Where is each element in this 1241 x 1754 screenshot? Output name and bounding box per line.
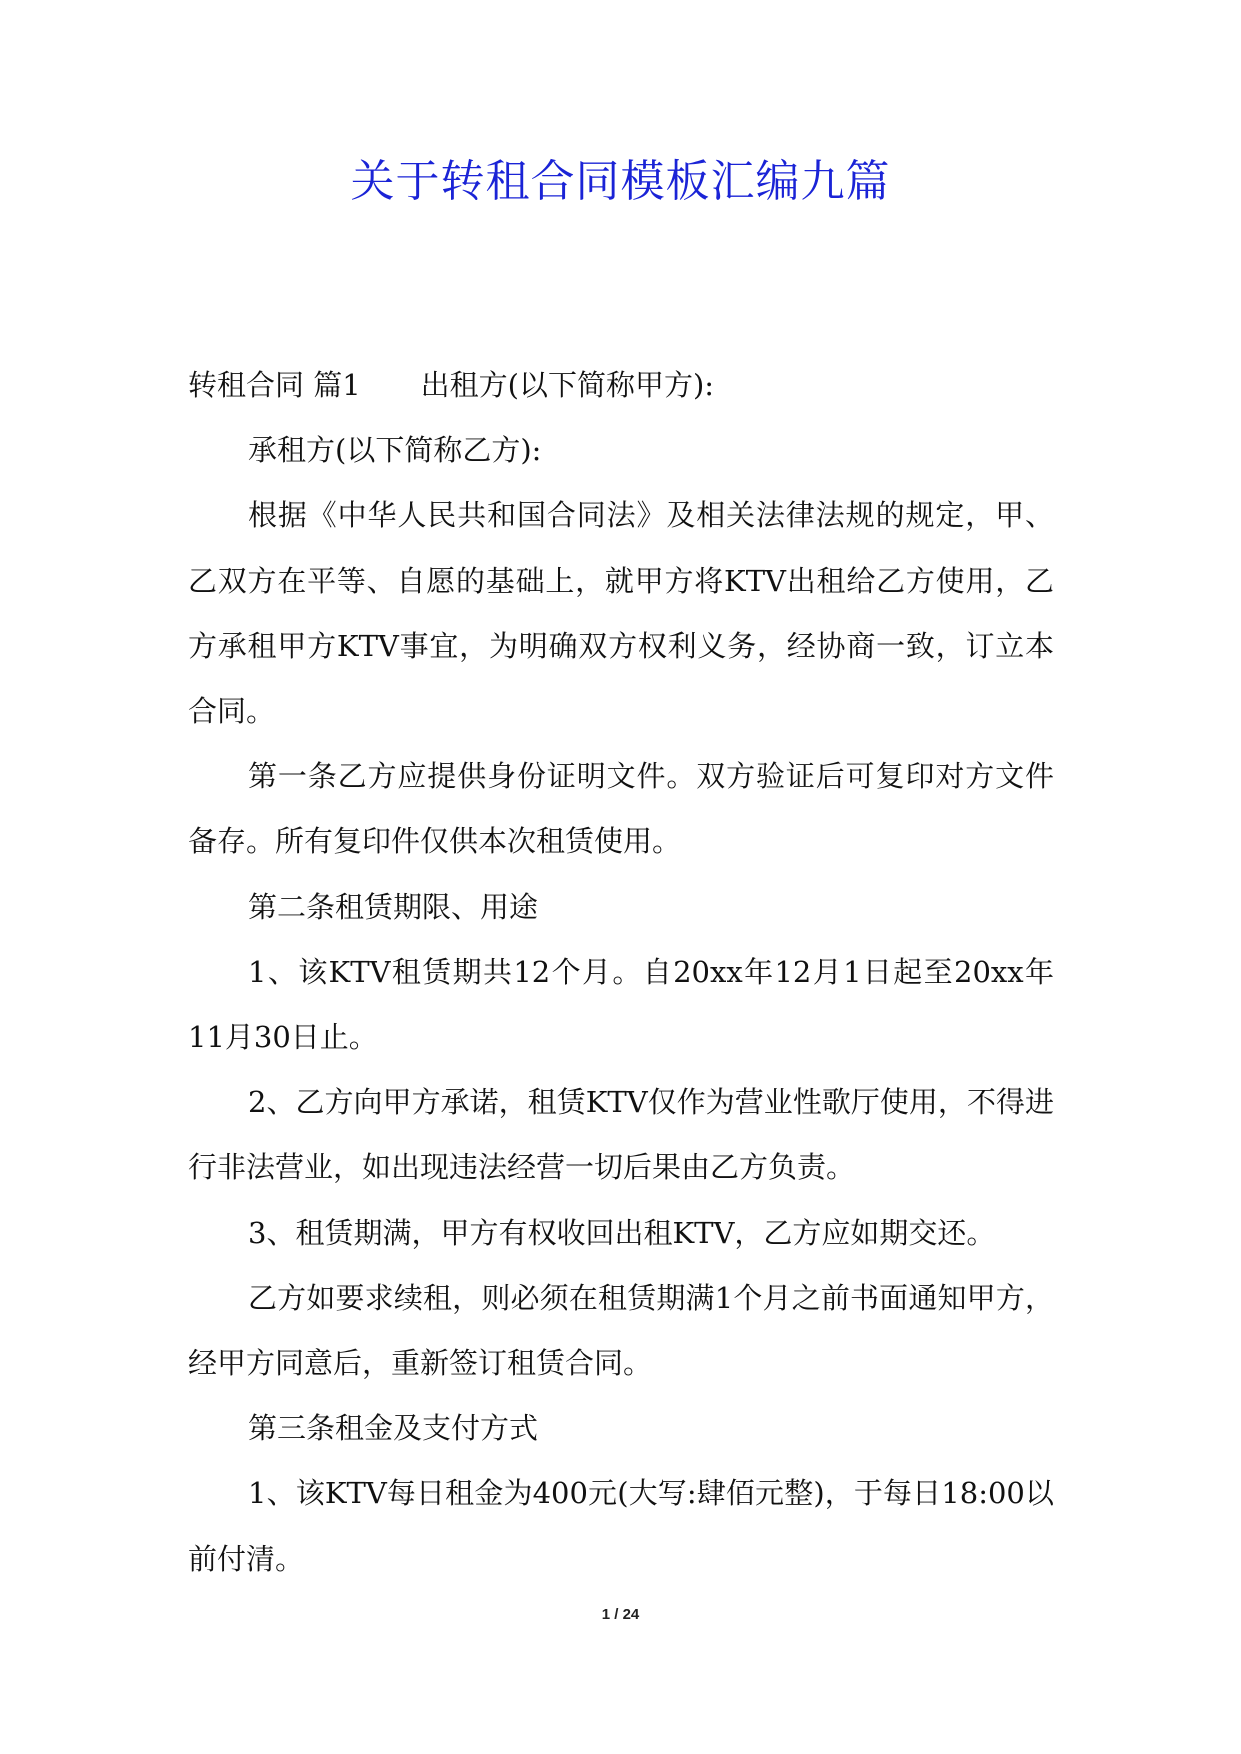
paragraph-article-2-item-3: 3、租赁期满，甲方有权收回出租KTV，乙方应如期交还。 [248, 1215, 996, 1250]
section-heading-line [188, 353, 1054, 418]
paragraph-article-2-item-1: 1、该KTV租赁期共12个月。自20xx年12月1日起至20xx年11月30日止。 [188, 954, 1054, 1055]
lessor-line: 出租方(以下简称甲方): [420, 368, 715, 402]
document-body [188, 353, 1054, 1592]
section-label: 转租合同 篇1 [188, 368, 361, 402]
paragraph-article-2-item-2: 2、乙方向甲方承诺，租赁KTV仅作为营业性歌厅使用，不得进行非法营业，如出现违法经营一切后果由乙方负责。 [188, 1085, 1054, 1185]
paragraph-lessee: 承租方(以下简称乙方): [248, 433, 542, 468]
paragraph-article-3-item-1: 1、该KTV每日租金为400元(大写:肆佰元整)，于每日18:00以前付清。 [188, 1476, 1054, 1576]
paragraph-article-1: 第一条乙方应提供身份证明文件。双方验证后可复印对方文件备存。所有复印件仅供本次租赁使用。 [188, 759, 1054, 859]
paragraph-preamble: 根据《中华人民共和国合同法》及相关法律法规的规定，甲、乙双方在平等、自愿的基础上，就甲方将KTV出租给乙方使用，乙方承租甲方KTV事宜，为明确双方权利义务，经协商一致，订立本合同。 [188, 498, 1054, 729]
paragraph-article-2-heading: 第二条租赁期限、用途 [248, 889, 539, 924]
document-title: 关于转租合同模板汇编九篇 [350, 156, 891, 207]
paragraph-article-3-heading: 第三条租金及支付方式 [248, 1411, 539, 1446]
paragraph-renewal: 乙方如要求续租，则必须在租赁期满1个月之前书面通知甲方，经甲方同意后，重新签订租赁合同。 [188, 1280, 1054, 1381]
page-number: 1 / 24 [601, 1606, 640, 1623]
